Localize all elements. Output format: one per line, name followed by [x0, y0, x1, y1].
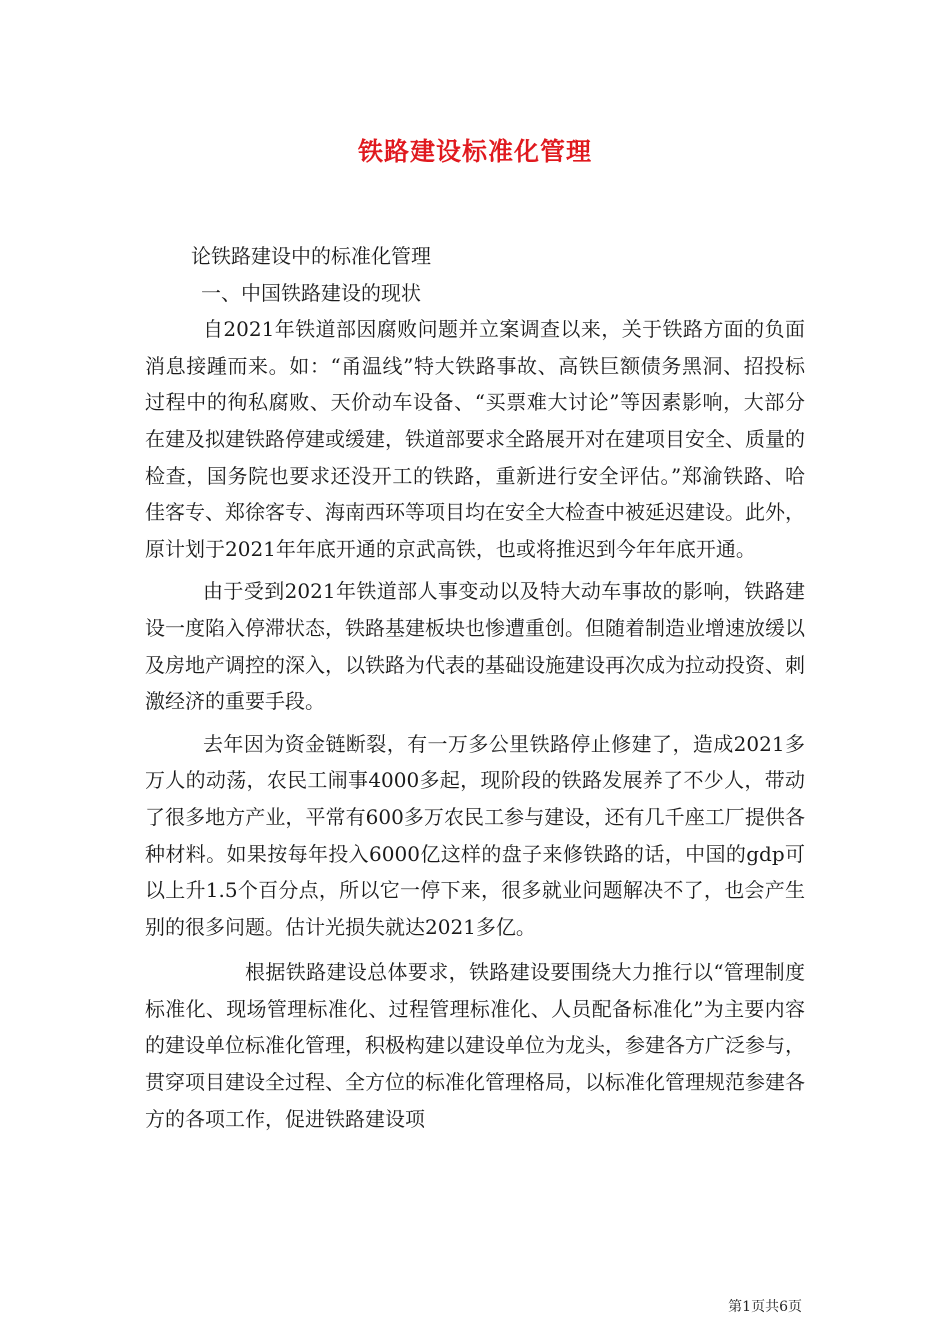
paragraph: 由于受到2021年铁道部人事变动以及特大动车事故的影响，铁路建设一度陷入停滞状态，铁路基建板块也惨遭重创。但随着制造业增速放缓以及房地产调控的深入，以铁路为代表的基础设施建设再次成为拉动投资、刺激经济的重要手段。 — [145, 579, 805, 714]
paragraph: 自2021年铁道部因腐败问题并立案调查以来，关于铁路方面的负面消息接踵而来。如：“甬温线”特大铁路事故、高铁巨额债务黑洞、招投标过程中的徇私腐败、天价动车设备、“买票难大讨论”等因素影响，大部分在建及拟建铁路停建或缓建，铁道部要求全路展开对在建项目安全、质量的检查，国务院也要求还没开工的铁路，重新进行安全评估。”郑渝铁路、哈佳客专、郑徐客专、海南西环等项目均在安全大检查中被延迟建设。此外，原计划于2021年年底开通的京武高铁，也或将推迟到今年年底开通。 — [145, 317, 805, 561]
document-body — [145, 238, 805, 1137]
document-title: 铁路建设标准化管理 — [357, 137, 592, 166]
paragraph: 根据铁路建设总体要求，铁路建设要围绕大力推行以“管理制度标准化、现场管理标准化、过程管理标准化、人员配备标准化”为主要内容的建设单位标准化管理，积极构建以建设单位为龙头，参建各方广泛参与，贯穿项目建设全过程、全方位的标准化管理格局，以标准化管理规范参建各方的各项工作，促进铁路建设项 — [145, 960, 805, 1131]
subtitle: 论铁路建设中的标准化管理 — [191, 244, 431, 268]
page-number: 第1页共6页 — [728, 1299, 802, 1315]
section-heading: 一、中国铁路建设的现状 — [201, 280, 421, 305]
paragraph: 去年因为资金链断裂，有一万多公里铁路停止修建了，造成2021多万人的动荡，农民工闹事4000多起，现阶段的铁路发展养了不少人，带动了很多地方产业，平常有600多万农民工参与建设，还有几千座工厂提供各种材料。如果按每年投入6000亿这样的盘子来修铁路的话，中国的gdp可以上升1.5个百分点，所以它一停下来，很多就业问题解决不了，也会产生别的很多问题。估计光损失就达2021多亿。 — [145, 731, 805, 939]
